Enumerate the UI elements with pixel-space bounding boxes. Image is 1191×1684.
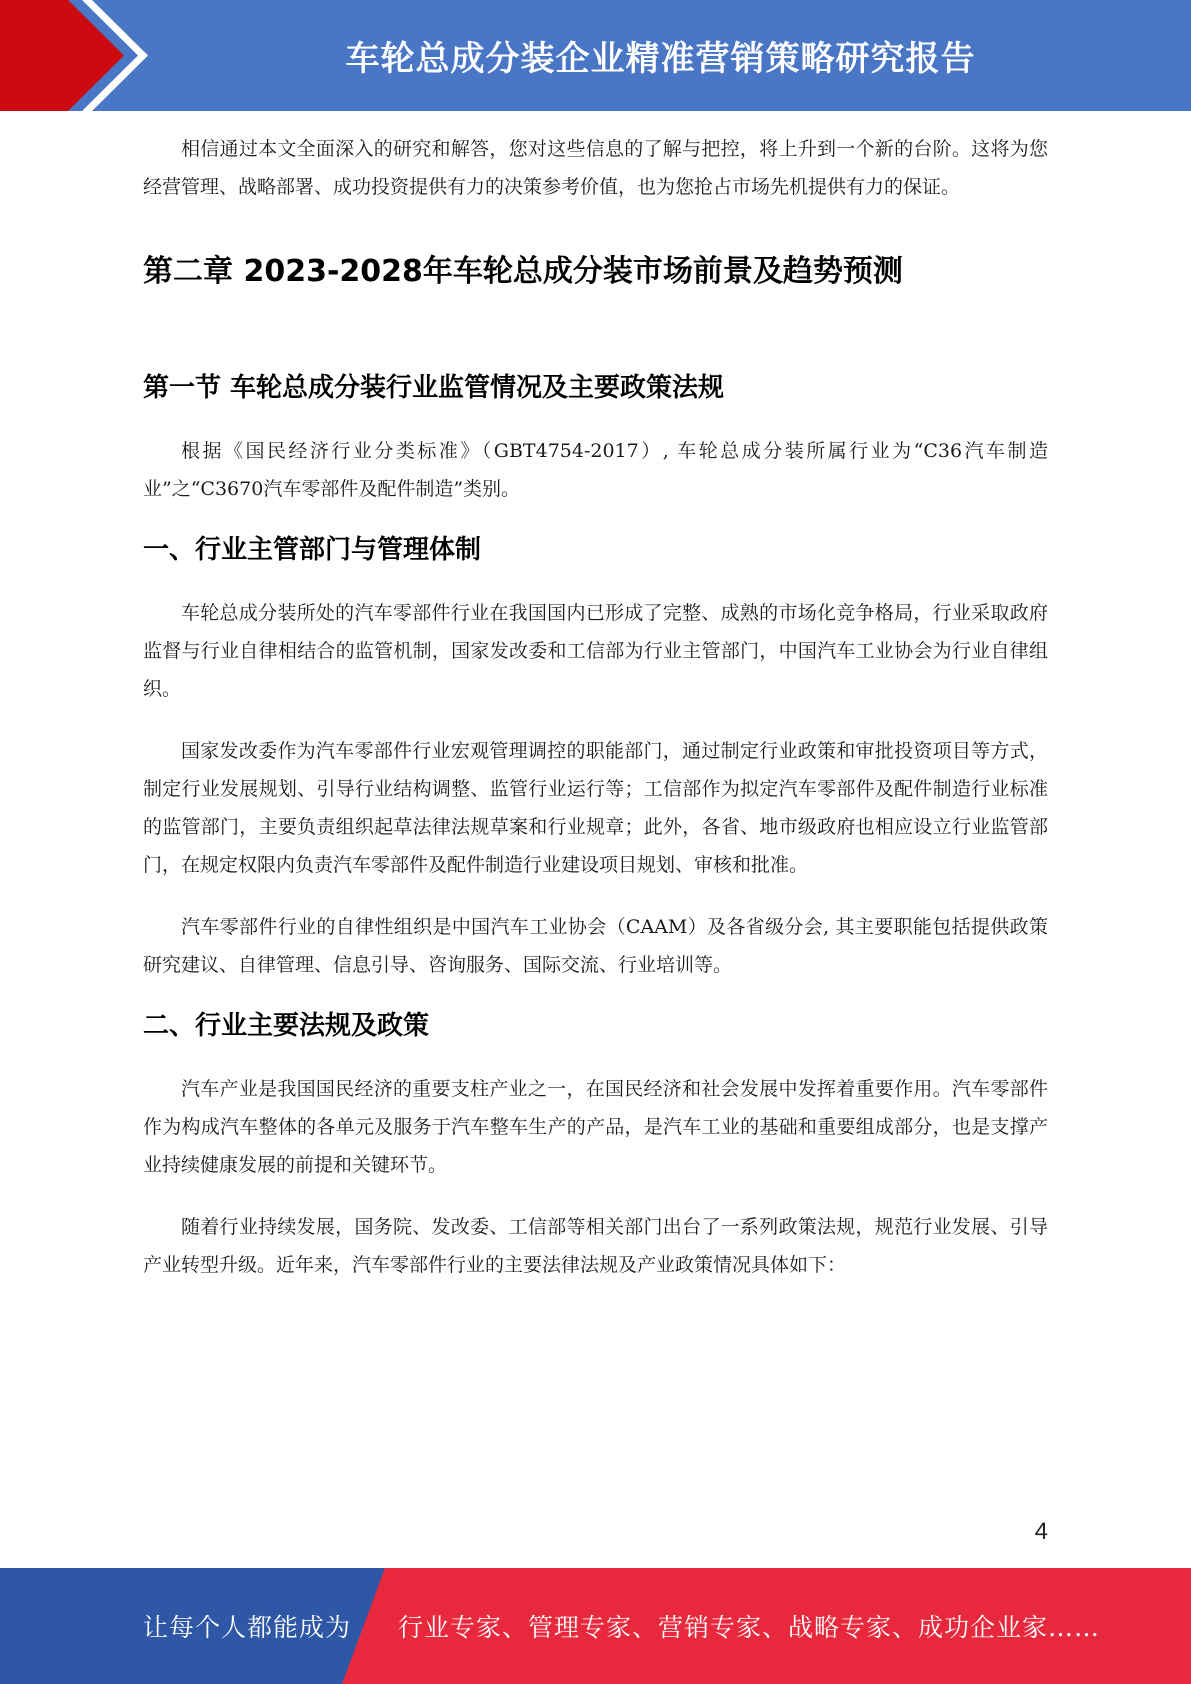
report-title: 车轮总成分装企业精准营销策略研究报告 <box>345 39 976 79</box>
paragraph: 汽车产业是我国国民经济的重要支柱产业之一，在国民经济和社会发展中发挥着重要作用。汽车零部件作为构成汽车整体的各单元及服务于汽车整车生产的产品，是汽车工业的基础和重要组成部分，也是支撑产业持续健康发展的前提和关键环节。 <box>143 1078 1048 1176</box>
page-footer <box>0 1568 1191 1684</box>
section-paragraph: 根据《国民经济行业分类标准》（GBT4754-2017）, 车轮总成分装所属行业为“C36汽车制造业”之“C3670汽车零部件及配件制造”类别。 <box>143 440 1048 500</box>
page-content <box>143 130 1048 1308</box>
page-header <box>0 0 1191 111</box>
footer-slogan-right: 行业专家、管理专家、营销专家、战略专家、成功企业家…… <box>398 1613 1101 1642</box>
chapter-title: 第二章 2023-2028年车轮总成分装市场前景及趋势预测 <box>143 254 903 289</box>
subsection-title-1: 一、行业主管部门与管理体制 <box>143 535 482 565</box>
paragraph: 随着行业持续发展，国务院、发改委、工信部等相关部门出台了一系列政策法规，规范行业发展、引导产业转型升级。近年来，汽车零部件行业的主要法律法规及产业政策情况具体如下： <box>143 1216 1048 1276</box>
footer-slogan-left: 让每个人都能成为 <box>143 1613 352 1642</box>
section-title: 第一节 车轮总成分装行业监管情况及主要政策法规 <box>143 373 725 403</box>
intro-paragraph: 相信通过本文全面深入的研究和解答，您对这些信息的了解与把控，将上升到一个新的台阶。这将为您经营管理、战略部署、成功投资提供有力的决策参考价值，也为您抢占市场先机提供有力的保证。 <box>143 138 1048 198</box>
subsection-title-2: 二、行业主要法规及政策 <box>143 1011 430 1041</box>
paragraph: 国家发改委作为汽车零部件行业宏观管理调控的职能部门，通过制定行业政策和审批投资项目等方式，制定行业发展规划、引导行业结构调整、监管行业运行等；工信部作为拟定汽车零部件及配件制造行业标准的监管部门，主要负责组织起草法律法规草案和行业规章；此外，各省、地市级政府也相应设立行业监管部门，在规定权限内负责汽车零部件及配件制造行业建设项目规划、审核和批准。 <box>143 740 1048 876</box>
chevron-arrow-icon <box>0 0 160 111</box>
page-number: 4 <box>1034 1518 1048 1545</box>
paragraph: 车轮总成分装所处的汽车零部件行业在我国国内已形成了完整、成熟的市场化竞争格局，行业采取政府监督与行业自律相结合的监管机制，国家发改委和工信部为行业主管部门，中国汽车工业协会为行业自律组织。 <box>143 602 1048 700</box>
paragraph: 汽车零部件行业的自律性组织是中国汽车工业协会（CAAM）及各省级分会, 其主要职能包括提供政策研究建议、自律管理、信息引导、咨询服务、国际交流、行业培训等。 <box>143 916 1048 976</box>
